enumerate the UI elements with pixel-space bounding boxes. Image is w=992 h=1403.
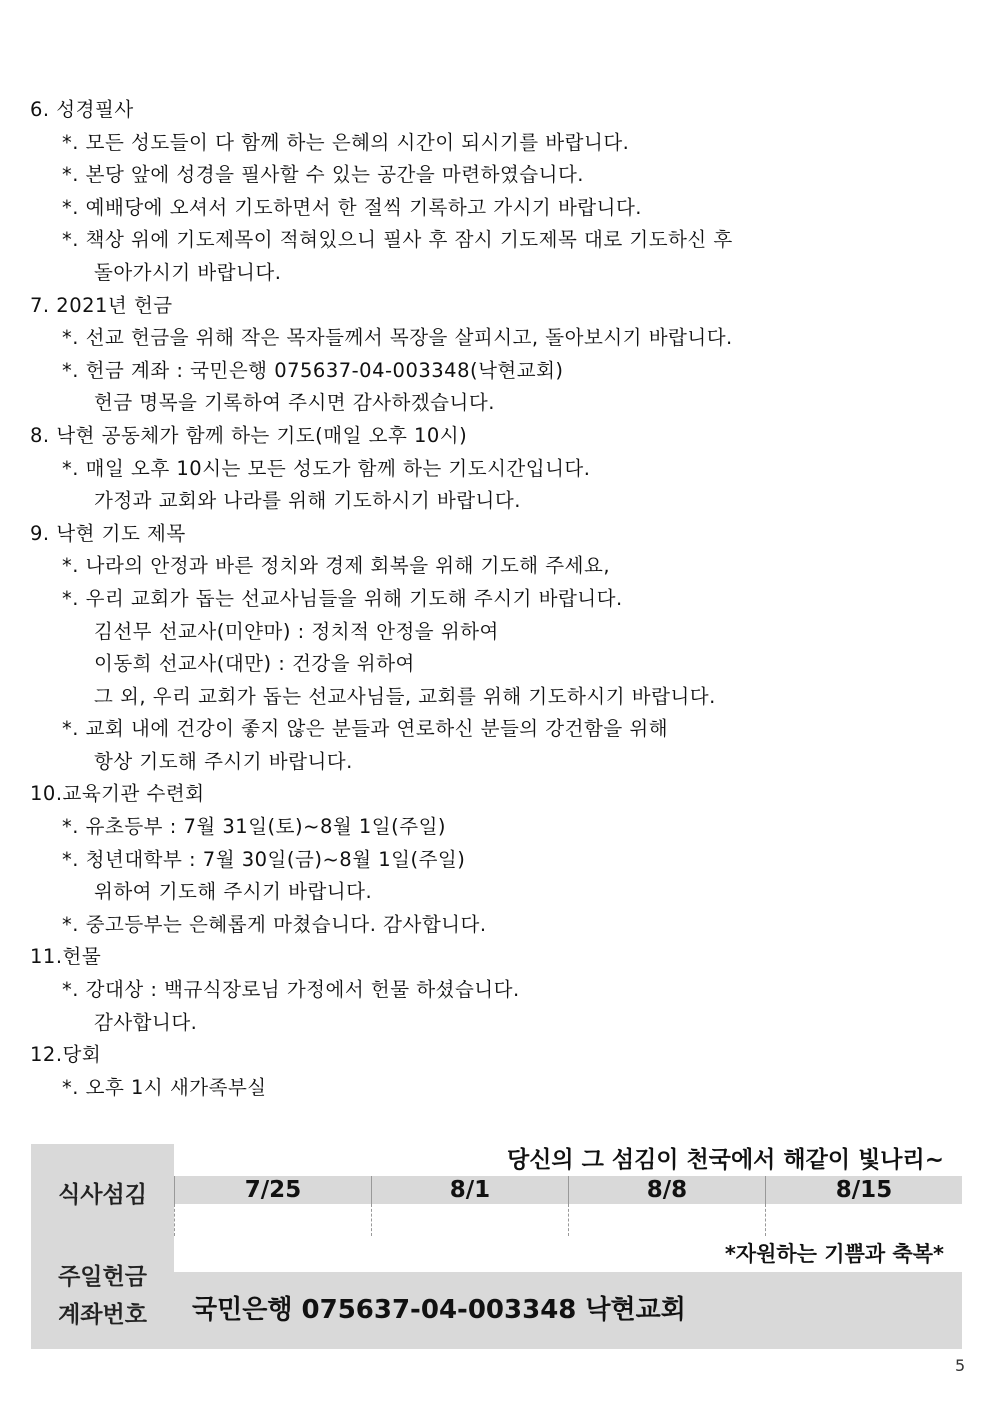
date-cell: 8/15 bbox=[765, 1176, 962, 1204]
notice-line: *. 예배당에 오셔서 기도하면서 한 절씩 기록하고 가시기 바랍니다. bbox=[62, 195, 642, 219]
offering-label: 주일헌금 bbox=[58, 1264, 147, 1290]
notice-line: 돌아가시기 바랍니다. bbox=[94, 260, 282, 284]
date-cell: 8/8 bbox=[568, 1176, 765, 1204]
notice-line: *. 모든 성도들이 다 함께 하는 은혜의 시간이 되시기를 바랍니다. bbox=[62, 130, 630, 154]
notice-line: 헌금 명목을 기록하여 주시면 감사하겠습니다. bbox=[94, 391, 495, 415]
date-cell: 8/1 bbox=[371, 1176, 568, 1204]
bank-account: 국민은행 075637-04-003348 낙현교회 bbox=[174, 1272, 962, 1349]
offering-slogan: *자원하는 기쁨과 축복* bbox=[174, 1236, 962, 1272]
notice-line: *. 유초등부 : 7월 31일(토)~8월 1일(주일) bbox=[62, 815, 447, 839]
section-heading: 6. 성경필사 bbox=[30, 98, 134, 121]
account-label: 계좌번호 bbox=[58, 1302, 147, 1328]
meal-service-label: 식사섬김 bbox=[58, 1182, 147, 1208]
notice-line: 위하여 기도해 주시기 바랍니다. bbox=[94, 880, 373, 904]
notice-line: *. 중고등부는 은혜롭게 마쳤습니다. 감사합니다. bbox=[62, 912, 487, 936]
blank-cell bbox=[371, 1204, 568, 1236]
service-table bbox=[31, 1144, 962, 1349]
notice-line: 감사합니다. bbox=[94, 1010, 198, 1034]
notice-line: 이동희 선교사(대만) : 건강을 위하여 bbox=[94, 652, 415, 676]
section-heading: 10.교육기관 수련회 bbox=[30, 782, 205, 806]
notice-line: *. 오후 1시 새가족부실 bbox=[62, 1075, 267, 1099]
notice-line: 김선무 선교사(미얀마) : 정치적 안정을 위하여 bbox=[94, 619, 499, 643]
blank-cell bbox=[174, 1204, 371, 1236]
notice-line: *. 청년대학부 : 7월 30일(금)~8월 1일(주일) bbox=[62, 847, 466, 871]
notice-list bbox=[30, 94, 960, 1104]
section-heading: 7. 2021년 헌금 bbox=[30, 293, 173, 317]
table-label-column bbox=[31, 1144, 174, 1349]
date-header-row bbox=[174, 1176, 962, 1204]
notice-line: *. 우리 교회가 돕는 선교사님들을 위해 기도해 주시기 바랍니다. bbox=[62, 586, 623, 610]
notice-line: *. 책상 위에 기도제목이 적혀있으니 필사 후 잠시 기도제목 대로 기도하신 후 bbox=[62, 228, 733, 252]
blank-cell bbox=[568, 1204, 765, 1236]
notice-line: *. 강대상 : 백규식장로님 가정에서 헌물 하셨습니다. bbox=[62, 978, 520, 1002]
notice-line: *. 매일 오후 10시는 모든 성도가 함께 하는 기도시간입니다. bbox=[62, 456, 591, 480]
slogan: 당신의 그 섬김이 천국에서 해같이 빛나리~ bbox=[174, 1144, 962, 1176]
notice-line: *. 교회 내에 건강이 좋지 않은 분들과 연로하신 분들의 강건함을 위해 bbox=[62, 717, 669, 741]
notice-line: 가정과 교회와 나라를 위해 기도하시기 바랍니다. bbox=[94, 489, 521, 513]
notice-line: 그 외, 우리 교회가 돕는 선교사님들, 교회를 위해 기도하시기 바랍니다. bbox=[94, 684, 716, 708]
notice-line: *. 선교 헌금을 위해 작은 목자들께서 목장을 살피시고, 돌아보시기 바랍니다. bbox=[62, 326, 733, 350]
section-heading: 11.헌물 bbox=[30, 945, 102, 969]
section-heading: 9. 낙현 기도 제목 bbox=[30, 521, 186, 545]
notice-line: *. 헌금 계좌 : 국민은행 075637-04-003348(낙현교회) bbox=[62, 358, 564, 382]
section-heading: 8. 낙현 공동체가 함께 하는 기도(매일 오후 10시) bbox=[30, 423, 468, 447]
blank-cell bbox=[765, 1204, 962, 1236]
section-heading: 12.당회 bbox=[30, 1043, 102, 1067]
meal-names-row bbox=[174, 1204, 962, 1237]
date-cell: 7/25 bbox=[174, 1176, 371, 1204]
notice-line: *. 나라의 안정과 바른 정치와 경제 회복을 위해 기도해 주세요, bbox=[62, 554, 611, 578]
page-number: 5 bbox=[955, 1356, 966, 1375]
notice-line: 항상 기도해 주시기 바랍니다. bbox=[94, 749, 353, 773]
notice-line: *. 본당 앞에 성경을 필사할 수 있는 공간을 마련하였습니다. bbox=[62, 163, 584, 187]
